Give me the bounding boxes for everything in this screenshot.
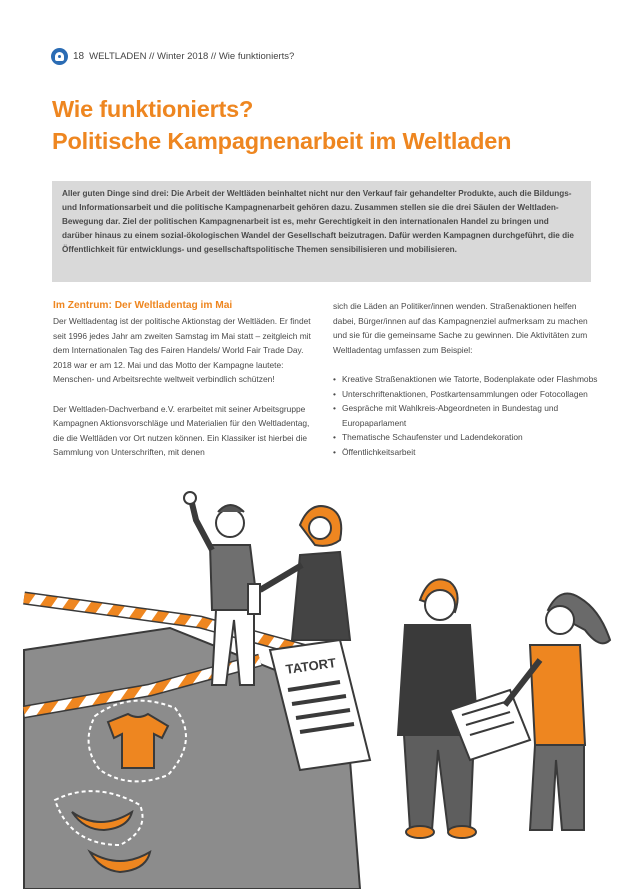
list-item: • Gespräche mit Wahlkreis-Abgeordneten in Bundestag und Europaparlament: [333, 401, 601, 430]
title-line-1: Wie funktionierts?: [52, 96, 254, 122]
man-with-clipboard: [398, 579, 530, 838]
paragraph-weltladentag: Der Weltladentag ist der politische Aktionstag der Weltläden. Er findet seit 1996 jedes Jahr am zweiten Samstag im Mai statt – zeitgleich mit dem Internationalen Tag des Fairen Handels/ World Fair Trade Day. 2018 war er am 12. Mai und das Motto der Kampagne lautete: Menschen- und Arbeitsrechte weltweit verbindlich schützen!: [53, 316, 311, 385]
page-number: 18: [73, 50, 85, 62]
column-left: [53, 299, 311, 460]
list-item: • Thematische Schaufenster und Ladendekoration: [333, 430, 601, 445]
paragraph-strassenaktionen: sich die Läden an Politiker/innen wenden. Straßenaktionen helfen dabei, Bürger/innen auf das Kampagnenziel aufmerksam zu machen und sie für die gemeinsame Sache zu gewinnen. Die Aktivitäten zum Weltladentag umfassen zum Beispiel:: [333, 301, 588, 355]
section-heading: Im Zentrum: Der Weltladentag im Mai: [53, 300, 233, 311]
paragraph-dachverband: Der Weltladen-Dachverband e.V. erarbeitet mit seiner Arbeitsgruppe Kampagnen Aktionsvorschläge und Materialien für den Weltladentag, die die Weltläden vor Ort nutzen können. Ein Klassiker ist hierbei die Sammlung von Unterschriften, mit denen: [53, 403, 310, 458]
running-title: WELTLADEN // Winter 2018 // Wie funktionierts?: [89, 50, 295, 62]
campaign-illustration: [0, 482, 642, 889]
page-title: [52, 93, 612, 157]
title-line-2: Politische Kampagnenarbeit im Weltladen: [52, 128, 512, 154]
pointing-woman: [248, 506, 350, 640]
page-header: [51, 47, 294, 65]
list-item: • Kreative Straßenaktionen wie Tatorte, Bodenplakate oder Flashmobs: [333, 372, 601, 387]
sign-text: TATORT: [284, 655, 337, 677]
weltladen-logo-icon: [51, 48, 68, 65]
activities-list: [333, 372, 601, 460]
list-item: • Unterschriftenaktionen, Postkartensammlungen oder Fotocollagen: [333, 387, 601, 402]
woman-in-orange: [505, 594, 610, 830]
list-item: • Öffentlichkeitsarbeit: [333, 445, 601, 460]
column-right: [333, 299, 601, 460]
intro-box: Aller guten Dinge sind drei: Die Arbeit der Weltläden beinhaltet nicht nur den Verkauf fair gehandelter Produkte, auch die Bildungs- und Informationsarbeit und die politische Kampagnenarbeit gehören dazu. Zusammen stellen sie die drei Säulen der Weltladen-Bewegung dar. Ziel der politischen Kampagnenarbeit ist es, mehr Gerechtigkeit in den internationalen Handel zu bringen und darüber hinaus zu einem sozial-ökologischen Wandel der Gesellschaft beizutragen. Dafür werden Kampagnen durchgeführt, die die Öffentlichkeit für entwicklungs- und gesellschaftspolitische Themen sensibilisieren und mobilisieren.: [52, 181, 591, 282]
